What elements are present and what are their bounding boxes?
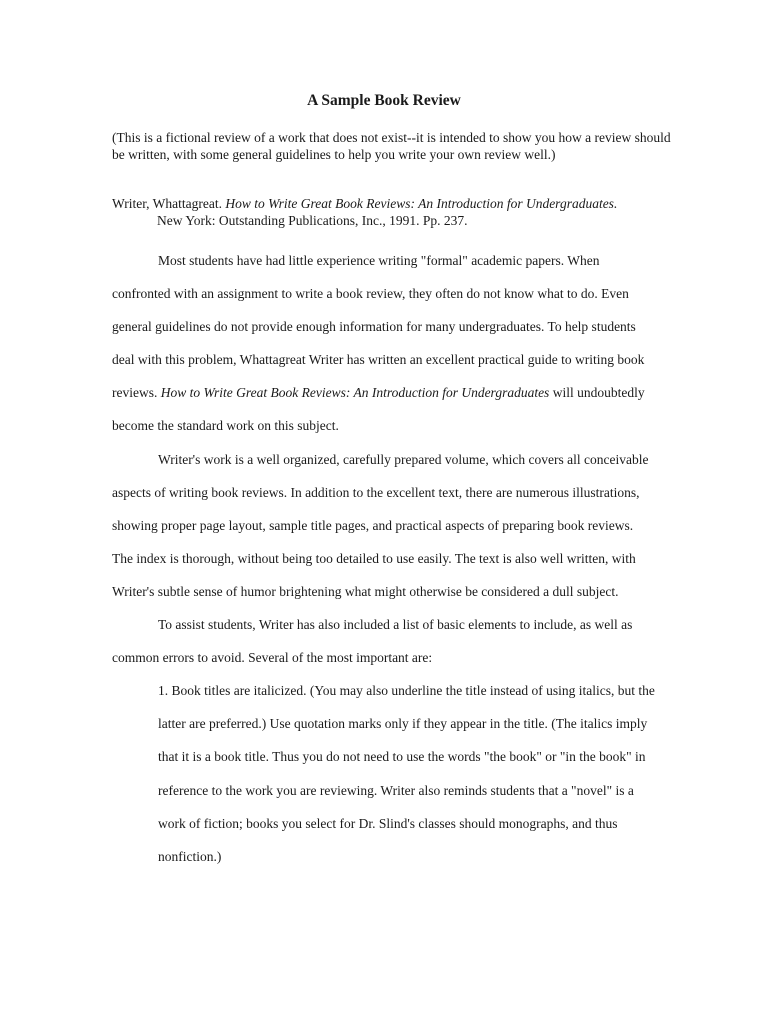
paragraph-1-text-end: will undoubtedly become the standard work on this subject. (112, 385, 645, 434)
citation-publication: New York: Outstanding Publications, Inc., 1991. Pp. 237. (157, 213, 468, 228)
review-body (112, 244, 657, 873)
citation-author: Writer, Whattagreat. (112, 196, 222, 211)
paragraph-1-book-title: How to Write Great Book Reviews: An Introduction for Undergraduates (160, 385, 550, 401)
paragraph-1 (112, 244, 657, 443)
intro-note: (This is a fictional review of a work that does not exist--it is intended to show you how a review should be written, with some general guidelines to help you write your own review well.) (112, 130, 671, 162)
citation-book-title: How to Write Great Book Reviews: An Introduction for Undergraduates. (225, 196, 618, 211)
page-title: A Sample Book Review (307, 92, 461, 109)
paragraph-2: Writer's work is a well organized, carefully prepared volume, which covers all conceivable aspects of writing book reviews. In addition to the excellent text, there are numerous illustrations, showing proper page layout, sample title pages, and practical aspects of preparing book reviews. The index is thorough, without being too detailed to use easily. The text is also well written, with Writer's subtle sense of humor brightening what might otherwise be considered a dull subject. (112, 451, 649, 599)
list-item-1: 1. Book titles are italicized. (You may also underline the title instead of using italics, but the latter are preferred.) Use quotation marks only if they appear in the title. (The italics imply that it is a book title. Thus you do not need to use the words "the book" or "in the book" in reference to the work you are reviewing. Writer also reminds students that a "novel" is a work of fiction; books you select for Dr. Slind's classes should monographs, and thus nonfiction.) (158, 683, 655, 864)
paragraph-1-text: Most students have had little experience writing "formal" academic papers. When confronted with an assignment to write a book review, they often do not know what to do. Even general guidelines do not provide enough information for many undergraduates. To help students deal with this problem, Whattagreat Writer has written an excellent practical guide to writing book reviews. (112, 253, 645, 401)
bibliographic-citation (112, 195, 672, 229)
paragraph-3: To assist students, Writer has also included a list of basic elements to include, as well as common errors to avoid. Several of the most important are: (112, 617, 633, 666)
